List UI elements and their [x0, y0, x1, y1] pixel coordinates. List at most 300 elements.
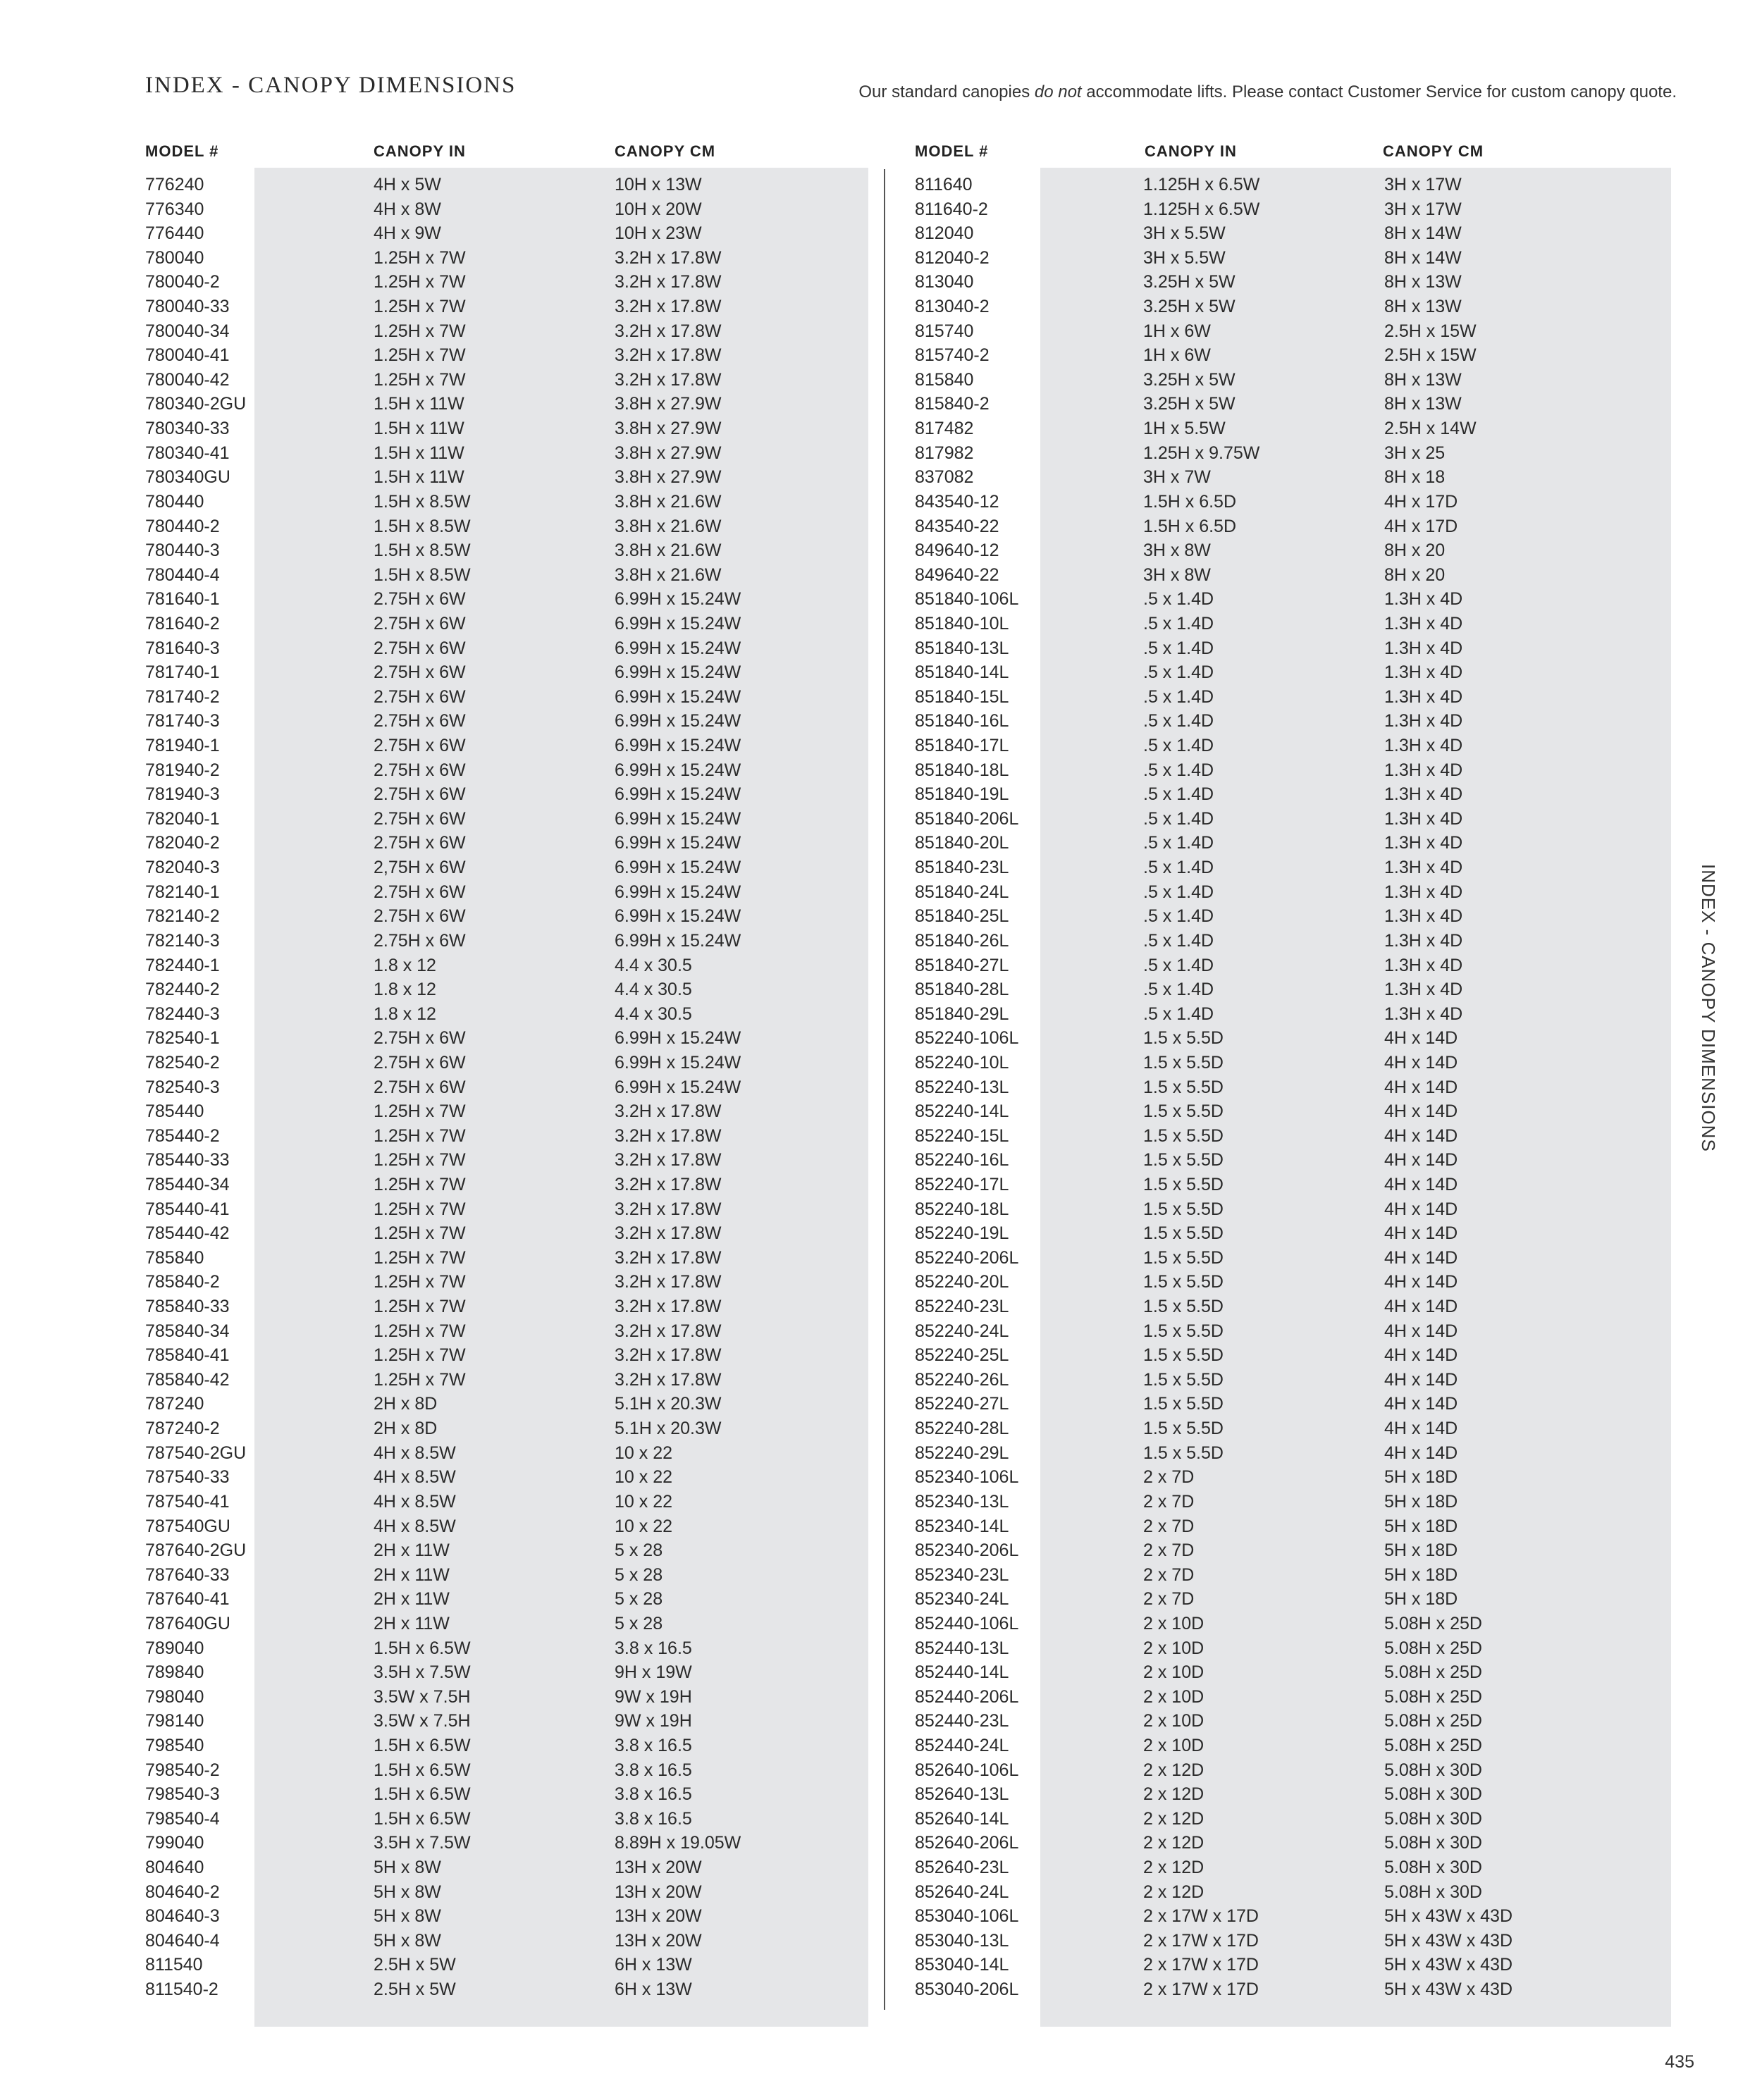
canopy-cm-cell: 8H x 13W: [1384, 369, 1462, 390]
model-cell: 837082: [915, 467, 974, 488]
canopy-in-cell: 2.75H x 6W: [374, 686, 466, 707]
model-cell: 851840-13L: [915, 638, 1009, 658]
canopy-cm-cell: 4H x 14D: [1384, 1028, 1458, 1049]
canopy-cm-cell: 3.2H x 17.8W: [615, 1272, 722, 1292]
model-cell: 782040-3: [145, 858, 220, 878]
model-cell: 851840-26L: [915, 930, 1009, 951]
canopy-cm-cell: 2.5H x 14W: [1384, 419, 1477, 439]
canopy-in-cell: 3H x 5.5W: [1143, 223, 1226, 244]
canopy-in-cell: 5H x 8W: [374, 1858, 441, 1878]
model-cell: 781640-3: [145, 638, 220, 658]
canopy-cm-cell: 1.3H x 4D: [1384, 930, 1463, 951]
note-text-end: accommodate lifts. Please contact Customer Service for custom canopy quote.: [1081, 82, 1677, 101]
canopy-in-cell: .5 x 1.4D: [1143, 613, 1214, 634]
model-cell: 780040-41: [145, 345, 230, 366]
canopy-cm-cell: 4.4 x 30.5: [615, 980, 692, 1000]
model-cell: 787640-2GU: [145, 1540, 247, 1561]
canopy-cm-cell: 5H x 18D: [1384, 1589, 1458, 1610]
canopy-cm-cell: 9W x 19H: [615, 1686, 692, 1707]
canopy-in-cell: 2.75H x 6W: [374, 589, 466, 610]
canopy-cm-cell: 3.2H x 17.8W: [615, 1199, 722, 1219]
canopy-in-cell: 2H x 11W: [374, 1540, 450, 1561]
canopy-cm-cell: 4H x 14D: [1384, 1174, 1458, 1194]
model-cell: 851840-16L: [915, 711, 1009, 731]
canopy-cm-cell: 5 x 28: [615, 1564, 663, 1585]
model-cell: 787540-33: [145, 1467, 230, 1488]
model-cell: 780040-42: [145, 369, 230, 390]
column-divider: [884, 169, 885, 2010]
model-cell: 780340GU: [145, 467, 230, 488]
canopy-cm-cell: 3.8 x 16.5: [615, 1808, 692, 1829]
canopy-in-cell: 3.25H x 5W: [1143, 272, 1236, 292]
canopy-cm-cell: 3.8 x 16.5: [615, 1638, 692, 1658]
canopy-in-cell: 1.5 x 5.5D: [1143, 1369, 1224, 1390]
canopy-cm-cell: 8H x 14W: [1384, 247, 1462, 268]
canopy-in-cell: 2.75H x 6W: [374, 638, 466, 658]
canopy-cm-cell: 3.8H x 27.9W: [615, 419, 722, 439]
model-cell: 852340-14L: [915, 1516, 1009, 1536]
model-cell: 798540-4: [145, 1808, 220, 1829]
canopy-cm-cell: 6.99H x 15.24W: [615, 1028, 741, 1049]
model-cell: 852240-20L: [915, 1272, 1009, 1292]
canopy-in-cell: 1.5H x 6.5W: [374, 1638, 471, 1658]
canopy-in-cell: 1.5H x 6.5W: [374, 1808, 471, 1829]
canopy-in-cell: 1.5H x 6.5W: [374, 1760, 471, 1780]
canopy-cm-cell: 5 x 28: [615, 1540, 663, 1561]
canopy-in-cell: 2H x 8D: [374, 1419, 438, 1439]
canopy-in-cell: 2 x 17W x 17D: [1143, 1979, 1259, 2000]
canopy-cm-cell: 6.99H x 15.24W: [615, 613, 741, 634]
canopy-in-cell: 2 x 12D: [1143, 1858, 1205, 1878]
model-cell: 851840-206L: [915, 808, 1019, 829]
model-cell: 785840-2: [145, 1272, 220, 1292]
right-header-model: MODEL #: [915, 142, 989, 160]
canopy-in-cell: .5 x 1.4D: [1143, 1003, 1214, 1024]
model-cell: 804640: [145, 1858, 204, 1878]
model-cell: 785440-42: [145, 1223, 230, 1244]
canopy-in-cell: 1.5 x 5.5D: [1143, 1101, 1224, 1122]
canopy-cm-cell: 3H x 25: [1384, 443, 1446, 463]
model-cell: 813040-2: [915, 297, 990, 317]
canopy-in-cell: .5 x 1.4D: [1143, 760, 1214, 780]
canopy-cm-cell: 1.3H x 4D: [1384, 638, 1463, 658]
model-cell: 852340-106L: [915, 1467, 1019, 1488]
model-cell: 789840: [145, 1662, 204, 1683]
canopy-in-cell: 2 x 17W x 17D: [1143, 1930, 1259, 1951]
canopy-cm-cell: 1.3H x 4D: [1384, 784, 1463, 805]
model-cell: 851840-27L: [915, 955, 1009, 975]
canopy-in-cell: 2.75H x 6W: [374, 760, 466, 780]
canopy-in-cell: 1.5 x 5.5D: [1143, 1150, 1224, 1171]
side-section-label: INDEX - CANOPY DIMENSIONS: [1698, 864, 1719, 1152]
canopy-cm-cell: 3.2H x 17.8W: [615, 1297, 722, 1317]
model-cell: 852640-23L: [915, 1858, 1009, 1878]
model-cell: 785840-33: [145, 1297, 230, 1317]
canopy-in-cell: 1.5 x 5.5D: [1143, 1052, 1224, 1073]
canopy-in-cell: 2 x 10D: [1143, 1736, 1205, 1755]
canopy-in-cell: 1.5H x 8.5W: [374, 516, 471, 536]
canopy-in-cell: 2 x 17W x 17D: [1143, 1955, 1259, 1975]
canopy-in-cell: 1.5H x 11W: [374, 467, 464, 488]
canopy-in-cell: 3H x 8W: [1143, 564, 1211, 585]
canopy-cm-cell: 4H x 14D: [1384, 1150, 1458, 1171]
canopy-cm-cell: 6.99H x 15.24W: [615, 906, 741, 927]
model-cell: 852440-23L: [915, 1711, 1009, 1731]
canopy-in-cell: 1.25H x 7W: [374, 321, 466, 341]
canopy-in-cell: 4H x 5W: [374, 175, 441, 194]
model-cell: 852240-25L: [915, 1345, 1009, 1366]
model-cell: 851840-19L: [915, 784, 1009, 805]
model-cell: 853040-14L: [915, 1955, 1009, 1975]
page-number: 435: [1665, 2052, 1694, 2072]
canopy-cm-cell: 5.08H x 30D: [1384, 1833, 1482, 1853]
model-cell: 851840-29L: [915, 1003, 1009, 1024]
model-cell: 782040-1: [145, 808, 220, 829]
canopy-cm-cell: 1.3H x 4D: [1384, 808, 1463, 829]
canopy-cm-cell: 5H x 18D: [1384, 1467, 1458, 1488]
left-header-canopy-cm: CANOPY CM: [615, 142, 716, 160]
canopy-in-cell: .5 x 1.4D: [1143, 686, 1214, 707]
canopy-in-cell: 1.5 x 5.5D: [1143, 1028, 1224, 1049]
canopy-cm-cell: 5.1H x 20.3W: [615, 1394, 722, 1414]
canopy-in-cell: 1.5H x 11W: [374, 443, 464, 463]
canopy-cm-cell: 5.1H x 20.3W: [615, 1419, 722, 1439]
model-cell: 849640-22: [915, 564, 999, 585]
canopy-cm-cell: 3.8 x 16.5: [615, 1760, 692, 1780]
model-cell: 852240-23L: [915, 1297, 1009, 1317]
model-cell: 852240-106L: [915, 1028, 1019, 1049]
canopy-in-cell: 1.25H x 7W: [374, 297, 466, 317]
canopy-cm-cell: 5.08H x 30D: [1384, 1808, 1482, 1829]
canopy-in-cell: 2.75H x 6W: [374, 906, 466, 927]
canopy-in-cell: 2 x 7D: [1143, 1564, 1195, 1585]
canopy-in-cell: .5 x 1.4D: [1143, 662, 1214, 683]
model-cell: 776340: [145, 199, 204, 219]
canopy-in-cell: 1.25H x 7W: [374, 1247, 466, 1268]
canopy-in-cell: 1.5 x 5.5D: [1143, 1297, 1224, 1317]
canopy-in-cell: 3.5W x 7.5H: [374, 1686, 471, 1707]
canopy-in-cell: 1.5 x 5.5D: [1143, 1199, 1224, 1219]
canopy-cm-cell: 5H x 43W x 43D: [1384, 1906, 1513, 1927]
model-cell: 782540-2: [145, 1052, 220, 1073]
canopy-cm-cell: 4H x 14D: [1384, 1394, 1458, 1414]
model-cell: 781940-3: [145, 784, 220, 805]
canopy-cm-cell: 5 x 28: [615, 1613, 663, 1633]
model-cell: 782440-2: [145, 980, 220, 1000]
canopy-cm-cell: 3.2H x 17.8W: [615, 1150, 722, 1171]
model-cell: 804640-4: [145, 1930, 220, 1951]
canopy-cm-cell: 1.3H x 4D: [1384, 736, 1463, 756]
canopy-cm-cell: 5.08H x 30D: [1384, 1882, 1482, 1902]
right-header-canopy-in: CANOPY IN: [1145, 142, 1237, 160]
canopy-cm-cell: 3.2H x 17.8W: [615, 1101, 722, 1122]
model-cell: 851840-15L: [915, 686, 1009, 707]
canopy-in-cell: 1.25H x 7W: [374, 247, 466, 268]
canopy-in-cell: 2.5H x 5W: [374, 1979, 456, 2000]
canopy-cm-cell: 13H x 20W: [615, 1882, 702, 1902]
model-cell: 776440: [145, 223, 204, 244]
canopy-in-cell: 3.25H x 5W: [1143, 297, 1236, 317]
canopy-cm-cell: 4H x 14D: [1384, 1272, 1458, 1292]
canopy-in-cell: 2 x 10D: [1143, 1662, 1205, 1683]
canopy-in-cell: 2 x 7D: [1143, 1540, 1195, 1561]
canopy-in-cell: 2 x 12D: [1143, 1808, 1205, 1829]
model-cell: 804640-3: [145, 1906, 220, 1927]
canopy-cm-cell: 3.2H x 17.8W: [615, 1174, 722, 1194]
model-cell: 852240-19L: [915, 1223, 1009, 1244]
canopy-in-cell: .5 x 1.4D: [1143, 833, 1214, 853]
canopy-cm-cell: 6.99H x 15.24W: [615, 833, 741, 853]
canopy-cm-cell: 3.8H x 27.9W: [615, 394, 722, 414]
model-cell: 782540-3: [145, 1077, 220, 1097]
canopy-cm-cell: 6.99H x 15.24W: [615, 882, 741, 902]
canopy-cm-cell: 4H x 14D: [1384, 1223, 1458, 1244]
canopy-cm-cell: 5 x 28: [615, 1589, 663, 1610]
canopy-cm-cell: 4H x 14D: [1384, 1101, 1458, 1122]
model-cell: 851840-23L: [915, 858, 1009, 878]
canopy-in-cell: 1.5H x 11W: [374, 419, 464, 439]
model-cell: 852440-24L: [915, 1736, 1009, 1755]
canopy-in-cell: 2 x 10D: [1143, 1613, 1205, 1633]
canopy-in-cell: 1.5 x 5.5D: [1143, 1125, 1224, 1146]
canopy-in-cell: .5 x 1.4D: [1143, 711, 1214, 731]
model-cell: 852440-13L: [915, 1638, 1009, 1658]
canopy-in-cell: 1.8 x 12: [374, 955, 436, 975]
canopy-cm-cell: 4.4 x 30.5: [615, 1003, 692, 1024]
canopy-in-cell: .5 x 1.4D: [1143, 589, 1214, 610]
model-cell: 785840-34: [145, 1321, 230, 1341]
canopy-cm-cell: 5.08H x 25D: [1384, 1711, 1482, 1731]
canopy-in-cell: 1H x 6W: [1143, 345, 1211, 366]
canopy-cm-cell: 6.99H x 15.24W: [615, 1077, 741, 1097]
canopy-cm-cell: 3.8 x 16.5: [615, 1736, 692, 1755]
canopy-in-cell: 1.25H x 7W: [374, 1297, 466, 1317]
model-cell: 853040-106L: [915, 1906, 1019, 1927]
canopy-cm-cell: 4H x 14D: [1384, 1247, 1458, 1268]
canopy-cm-cell: 1.3H x 4D: [1384, 858, 1463, 878]
canopy-in-cell: 2 x 12D: [1143, 1760, 1205, 1780]
canopy-cm-cell: 5.08H x 30D: [1384, 1858, 1482, 1878]
canopy-cm-cell: 13H x 20W: [615, 1858, 702, 1878]
canopy-in-cell: .5 x 1.4D: [1143, 882, 1214, 902]
model-cell: 781740-2: [145, 686, 220, 707]
canopy-in-cell: 1.5 x 5.5D: [1143, 1419, 1224, 1439]
model-cell: 852340-23L: [915, 1564, 1009, 1585]
model-cell: 785840-42: [145, 1369, 230, 1390]
model-cell: 780440-4: [145, 564, 220, 585]
model-cell: 785440-33: [145, 1150, 230, 1171]
model-cell: 852240-16L: [915, 1150, 1009, 1171]
canopy-cm-cell: 6.99H x 15.24W: [615, 858, 741, 878]
canopy-in-cell: 2.75H x 6W: [374, 882, 466, 902]
canopy-cm-cell: 10 x 22: [615, 1443, 673, 1463]
model-cell: 851840-25L: [915, 906, 1009, 927]
canopy-cm-cell: 3.2H x 17.8W: [615, 345, 722, 366]
model-cell: 781640-2: [145, 613, 220, 634]
canopy-in-cell: 2,75H x 6W: [374, 858, 466, 878]
canopy-cm-cell: 3.2H x 17.8W: [615, 1345, 722, 1366]
model-cell: 852240-15L: [915, 1125, 1009, 1146]
canopy-cm-cell: 10H x 23W: [615, 223, 702, 244]
model-cell: 852640-106L: [915, 1760, 1019, 1780]
canopy-in-cell: 1.8 x 12: [374, 980, 436, 1000]
canopy-cm-cell: 5.08H x 25D: [1384, 1662, 1482, 1683]
model-cell: 817982: [915, 443, 974, 463]
model-cell: 787640-41: [145, 1589, 230, 1610]
canopy-cm-cell: 4H x 14D: [1384, 1369, 1458, 1390]
model-cell: 776240: [145, 175, 204, 194]
model-cell: 780340-41: [145, 443, 230, 463]
canopy-in-cell: 2.75H x 6W: [374, 784, 466, 805]
canopy-in-cell: 2 x 12D: [1143, 1833, 1205, 1853]
canopy-cm-cell: 1.3H x 4D: [1384, 613, 1463, 634]
model-cell: 812040: [915, 223, 974, 244]
canopy-in-cell: 4H x 8.5W: [374, 1491, 456, 1512]
canopy-cm-cell: 3H x 17W: [1384, 199, 1462, 219]
canopy-in-cell: 2 x 10D: [1143, 1638, 1205, 1658]
canopy-cm-cell: 10H x 13W: [615, 175, 702, 194]
model-cell: 843540-12: [915, 491, 999, 512]
canopy-in-cell: 4H x 8.5W: [374, 1467, 456, 1488]
model-cell: 787540GU: [145, 1516, 230, 1536]
page-title: INDEX - CANOPY DIMENSIONS: [145, 73, 517, 98]
model-cell: 852640-24L: [915, 1882, 1009, 1902]
model-cell: 849640-12: [915, 541, 999, 561]
canopy-in-cell: 2.75H x 6W: [374, 736, 466, 756]
canopy-in-cell: 2.75H x 6W: [374, 662, 466, 683]
canopy-in-cell: 1.5H x 8.5W: [374, 491, 471, 512]
canopy-cm-cell: 10 x 22: [615, 1467, 673, 1488]
model-cell: 852240-26L: [915, 1369, 1009, 1390]
canopy-in-cell: 1.5 x 5.5D: [1143, 1247, 1224, 1268]
canopy-cm-cell: 6.99H x 15.24W: [615, 711, 741, 731]
canopy-in-cell: 1.5H x 8.5W: [374, 564, 471, 585]
canopy-in-cell: 3.5H x 7.5W: [374, 1662, 471, 1683]
canopy-in-cell: 1.5 x 5.5D: [1143, 1345, 1224, 1366]
canopy-cm-cell: 8H x 20: [1384, 541, 1446, 561]
model-cell: 852340-24L: [915, 1589, 1009, 1610]
canopy-cm-cell: 5.08H x 25D: [1384, 1638, 1482, 1658]
canopy-cm-cell: 6.99H x 15.24W: [615, 1052, 741, 1073]
canopy-note: [858, 82, 1677, 102]
canopy-cm-cell: 6.99H x 15.24W: [615, 808, 741, 829]
model-cell: 782140-3: [145, 930, 220, 951]
model-cell: 812040-2: [915, 247, 990, 268]
canopy-in-cell: 1.5 x 5.5D: [1143, 1394, 1224, 1414]
canopy-in-cell: 2.75H x 6W: [374, 930, 466, 951]
model-cell: 780440-2: [145, 516, 220, 536]
canopy-in-cell: 1.5H x 8.5W: [374, 541, 471, 561]
canopy-in-cell: 1.25H x 7W: [374, 1272, 466, 1292]
model-cell: 780040: [145, 247, 204, 268]
canopy-cm-cell: 5.08H x 25D: [1384, 1686, 1482, 1707]
canopy-cm-cell: 10 x 22: [615, 1516, 673, 1536]
canopy-cm-cell: 5H x 18D: [1384, 1491, 1458, 1512]
canopy-cm-cell: 3.2H x 17.8W: [615, 1125, 722, 1146]
model-cell: 798040: [145, 1686, 204, 1707]
canopy-in-cell: 1.5 x 5.5D: [1143, 1443, 1224, 1463]
canopy-cm-cell: 8H x 13W: [1384, 272, 1462, 292]
canopy-cm-cell: 4.4 x 30.5: [615, 955, 692, 975]
canopy-cm-cell: 1.3H x 4D: [1384, 711, 1463, 731]
model-cell: 811540-2: [145, 1979, 218, 2000]
canopy-in-cell: 1H x 6W: [1143, 321, 1211, 341]
canopy-cm-cell: 1.3H x 4D: [1384, 955, 1463, 975]
canopy-in-cell: 3H x 8W: [1143, 541, 1211, 561]
canopy-cm-cell: 8H x 20: [1384, 564, 1446, 585]
model-cell: 851840-17L: [915, 736, 1009, 756]
canopy-cm-cell: 13H x 20W: [615, 1906, 702, 1927]
model-cell: 785440-34: [145, 1174, 230, 1194]
model-cell: 780040-34: [145, 321, 230, 341]
canopy-cm-cell: 2.5H x 15W: [1384, 321, 1477, 341]
model-cell: 787640-33: [145, 1564, 230, 1585]
canopy-in-cell: 4H x 8W: [374, 199, 441, 219]
canopy-cm-cell: 1.3H x 4D: [1384, 760, 1463, 780]
model-cell: 785440: [145, 1101, 204, 1122]
canopy-cm-cell: 1.3H x 4D: [1384, 833, 1463, 853]
canopy-cm-cell: 3.2H x 17.8W: [615, 297, 722, 317]
model-cell: 789040: [145, 1638, 204, 1658]
canopy-cm-cell: 4H x 14D: [1384, 1052, 1458, 1073]
canopy-cm-cell: 1.3H x 4D: [1384, 882, 1463, 902]
model-cell: 815740-2: [915, 345, 990, 366]
model-cell: 853040-13L: [915, 1930, 1009, 1951]
canopy-in-cell: 1.5 x 5.5D: [1143, 1174, 1224, 1194]
model-cell: 781940-2: [145, 760, 220, 780]
canopy-cm-cell: 5H x 43W x 43D: [1384, 1979, 1513, 2000]
model-cell: 813040: [915, 272, 974, 292]
canopy-cm-cell: 4H x 14D: [1384, 1077, 1458, 1097]
canopy-in-cell: .5 x 1.4D: [1143, 858, 1214, 878]
canopy-cm-cell: 3.8H x 27.9W: [615, 443, 722, 463]
canopy-in-cell: 1.25H x 7W: [374, 1101, 466, 1122]
canopy-in-cell: 2 x 10D: [1143, 1686, 1205, 1707]
canopy-in-cell: 1.25H x 7W: [374, 345, 466, 366]
canopy-cm-cell: 1.3H x 4D: [1384, 906, 1463, 927]
model-cell: 798140: [145, 1711, 204, 1731]
model-cell: 852240-24L: [915, 1321, 1009, 1341]
canopy-cm-cell: 8H x 18: [1384, 467, 1446, 488]
model-cell: 787640GU: [145, 1613, 230, 1633]
canopy-cm-cell: 1.3H x 4D: [1384, 1003, 1463, 1024]
canopy-in-cell: 1.5 x 5.5D: [1143, 1077, 1224, 1097]
canopy-cm-cell: 6.99H x 15.24W: [615, 589, 741, 610]
canopy-in-cell: 2 x 7D: [1143, 1589, 1195, 1610]
model-cell: 781940-1: [145, 736, 220, 756]
model-cell: 785840-41: [145, 1345, 230, 1366]
model-cell: 852240-13L: [915, 1077, 1009, 1097]
canopy-cm-cell: 3H x 17W: [1384, 175, 1462, 194]
model-cell: 852240-17L: [915, 1174, 1009, 1194]
canopy-cm-cell: 4H x 14D: [1384, 1297, 1458, 1317]
canopy-in-cell: 2H x 11W: [374, 1589, 450, 1610]
canopy-in-cell: 1.5 x 5.5D: [1143, 1321, 1224, 1341]
canopy-in-cell: 2 x 17W x 17D: [1143, 1906, 1259, 1927]
model-cell: 853040-206L: [915, 1979, 1019, 2000]
model-cell: 851840-20L: [915, 833, 1009, 853]
canopy-cm-cell: 5H x 43W x 43D: [1384, 1955, 1513, 1975]
canopy-cm-cell: 6.99H x 15.24W: [615, 736, 741, 756]
model-cell: 781640-1: [145, 589, 220, 610]
canopy-in-cell: 1.25H x 7W: [374, 272, 466, 292]
model-cell: 781740-3: [145, 711, 220, 731]
model-cell: 780340-33: [145, 419, 230, 439]
canopy-in-cell: .5 x 1.4D: [1143, 980, 1214, 1000]
right-shaded-band: [1040, 168, 1671, 2027]
canopy-in-cell: .5 x 1.4D: [1143, 808, 1214, 829]
model-cell: 782140-2: [145, 906, 220, 927]
